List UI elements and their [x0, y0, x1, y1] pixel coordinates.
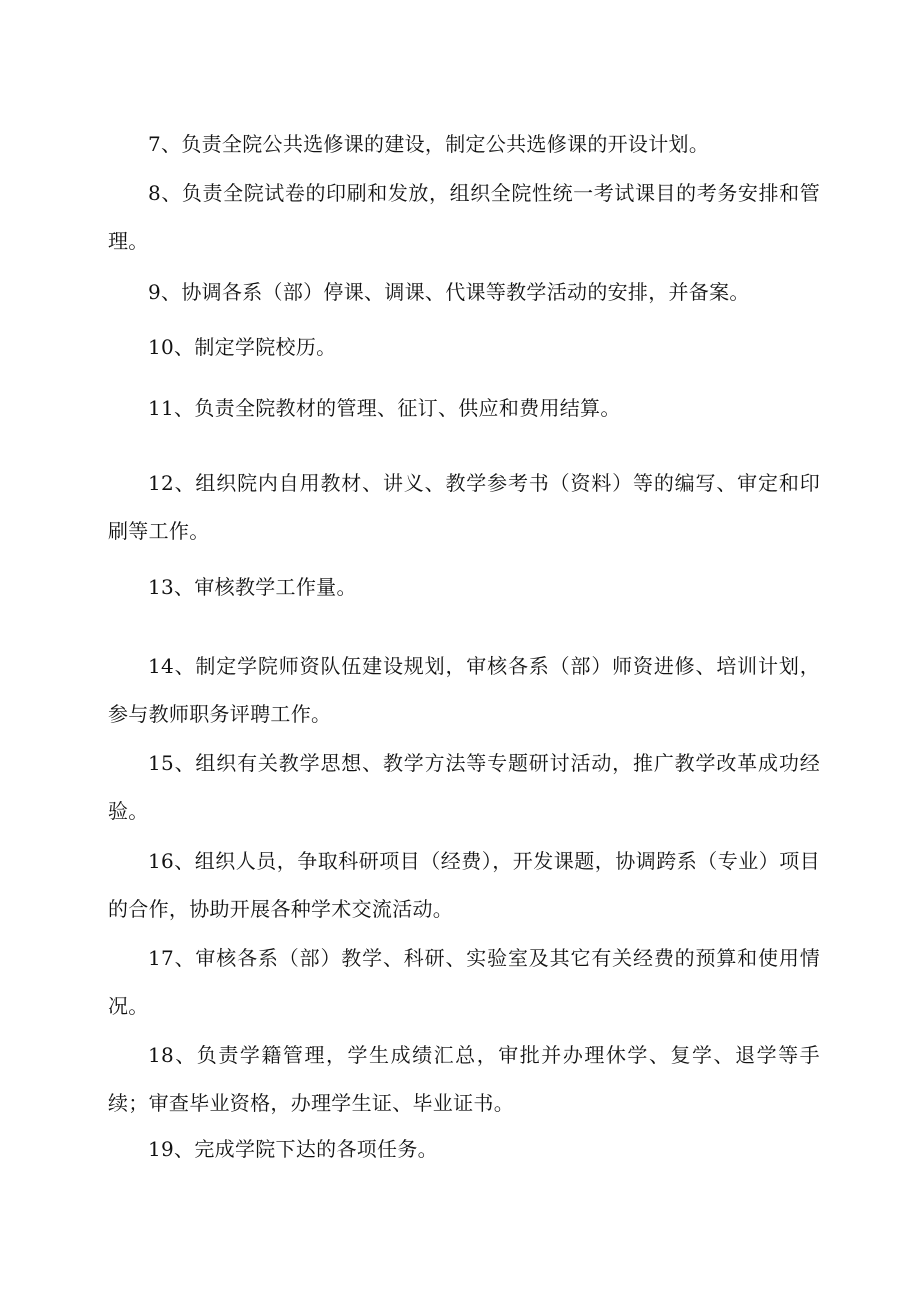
- duty-item-18: 18、负责学籍管理，学生成绩汇总，审批并办理休学、复学、退学等手续；审查毕业资格，办理学生证、毕业证书。: [108, 1043, 820, 1115]
- duty-item-7: 7、负责全院公共选修课的建设，制定公共选修课的开设计划。: [148, 132, 710, 156]
- duty-item-14: 14、制定学院师资队伍建设规划，审核各系（部）师资进修、培训计划，参与教师职务评聘工作。: [108, 654, 820, 726]
- duty-item-15: 15、组织有关教学思想、教学方法等专题研讨活动，推广教学改革成功经验。: [108, 751, 820, 823]
- duty-item-8: 8、负责全院试卷的印刷和发放，组织全院性统一考试课目的考务安排和管理。: [108, 181, 820, 253]
- duty-item-19: 19、完成学院下达的各项任务。: [148, 1137, 438, 1161]
- duty-item-12: 12、组织院内自用教材、讲义、教学参考书（资料）等的编写、审定和印刷等工作。: [108, 471, 820, 543]
- duty-item-9: 9、协调各系（部）停课、调课、代课等教学活动的安排，并备案。: [148, 280, 750, 304]
- duty-item-10: 10、制定学院校历。: [148, 335, 337, 359]
- duty-item-11: 11、负责全院教材的管理、征订、供应和费用结算。: [148, 396, 621, 420]
- duty-item-13: 13、审核教学工作量。: [148, 575, 357, 599]
- duty-item-16: 16、组织人员，争取科研项目（经费），开发课题，协调跨系（专业）项目的合作，协助开展各种学术交流活动。: [108, 849, 820, 921]
- duty-item-17: 17、审核各系（部）教学、科研、实验室及其它有关经费的预算和使用情况。: [108, 946, 820, 1018]
